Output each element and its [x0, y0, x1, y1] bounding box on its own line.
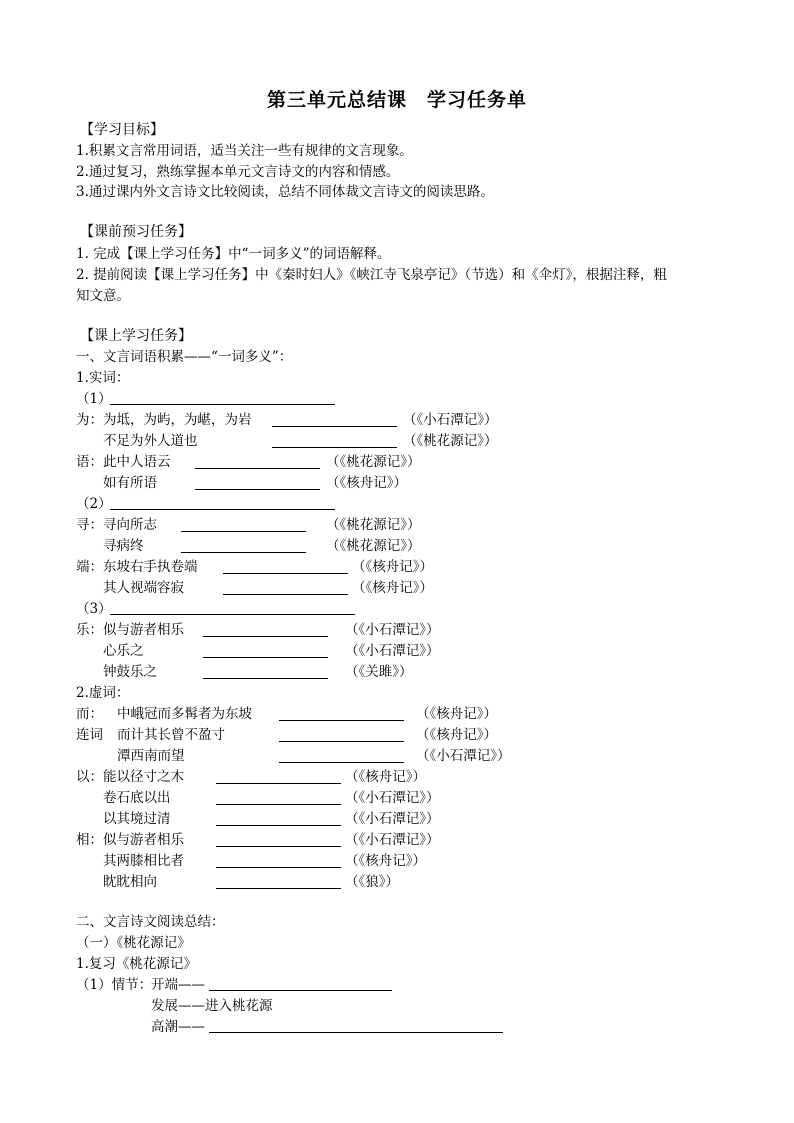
er-example-1: 中峨冠而多髯者为东坡	[117, 706, 252, 722]
xiang-example-2: 其两膝相比者	[103, 853, 184, 869]
inclass-heading: 【课上学习任务】	[80, 328, 192, 344]
xuci-heading: 2.虚词：	[76, 685, 130, 701]
xiang-source-2: （《核舟记》）	[345, 853, 426, 869]
yu-source-2: （《核舟记》）	[326, 475, 407, 491]
duan-blank-1[interactable]	[223, 573, 348, 574]
shici-heading: 1.实词：	[76, 370, 130, 386]
yu-blank-1[interactable]	[195, 468, 320, 469]
wei-example-1: 为坻，为屿，为嵁，为岩	[103, 412, 252, 428]
page-title: 第三单元总结课 学习任务单	[266, 89, 527, 111]
er-example-2: 而计其长曾不盈寸	[117, 727, 225, 743]
preview-item-2-cont: 知文意。	[76, 288, 130, 304]
yi-blank-1[interactable]	[216, 783, 341, 784]
xun-source-1: （《桃花源记》）	[326, 517, 421, 533]
xiang-source-3: （《狼》）	[345, 874, 399, 890]
le-blank-1[interactable]	[203, 636, 328, 637]
wei-source-1: （《小石潭记》）	[403, 412, 498, 428]
yi-label: 以：	[76, 769, 103, 785]
yi-source-3: （《小石潭记》）	[345, 811, 440, 827]
xiang-label: 相：	[76, 832, 103, 848]
group-1-blank[interactable]	[110, 404, 335, 405]
xun-example-2: 寻病终	[103, 538, 144, 554]
er-blank-3[interactable]	[279, 762, 404, 763]
er-label: 而：	[76, 706, 103, 722]
yu-example-1: 此中人语云	[103, 454, 171, 470]
objective-item-2: 2.通过复习，熟练掌握本单元文言诗文的内容和情感。	[76, 164, 400, 180]
xun-example-1: 寻向所志	[103, 517, 157, 533]
gaochao-blank[interactable]	[209, 1032, 503, 1033]
yi-example-2: 卷石底以出	[103, 790, 171, 806]
yu-source-1: （《桃花源记》）	[326, 454, 421, 470]
yi-source-1: （《核舟记》）	[345, 769, 426, 785]
duan-example-1: 东坡右手执卷端	[103, 559, 198, 575]
duan-example-2: 其人视端容寂	[103, 580, 184, 596]
wei-blank-2[interactable]	[272, 447, 397, 448]
objectives-heading: 【学习目标】	[80, 122, 164, 138]
le-blank-2[interactable]	[203, 657, 328, 658]
le-label: 乐：	[76, 622, 103, 638]
review-heading: 1.复习《桃花源记》	[76, 956, 197, 972]
xiang-blank-2[interactable]	[216, 867, 341, 868]
objective-item-1: 1.积累文言常用词语，适当关注一些有规律的文言现象。	[76, 143, 413, 159]
yi-blank-2[interactable]	[216, 804, 341, 805]
yu-example-2: 如有所语	[103, 475, 157, 491]
xun-label: 寻：	[76, 517, 103, 533]
le-blank-3[interactable]	[203, 678, 328, 679]
yu-blank-2[interactable]	[195, 489, 320, 490]
preview-heading: 【课前预习任务】	[80, 224, 192, 240]
preview-item-1: 1. 完成【课上学习任务】中“一词多义”的词语解释。	[76, 246, 391, 262]
duan-source-2: （《核舟记》）	[352, 580, 433, 596]
le-example-1: 似与游者相乐	[103, 622, 184, 638]
group-3-label: （3）	[76, 601, 112, 617]
le-source-2: （《小石潭记》）	[345, 643, 440, 659]
group-3-blank[interactable]	[110, 614, 355, 615]
yi-example-1: 能以径寸之木	[103, 769, 184, 785]
group-2-label: （2）	[76, 496, 112, 512]
le-source-3: （《关雎》）	[345, 664, 413, 680]
xiang-example-3: 眈眈相向	[103, 874, 157, 890]
kaiduan-blank[interactable]	[209, 990, 392, 991]
xun-source-2: （《桃花源记》）	[326, 538, 421, 554]
er-source-3: （《小石潭记》）	[416, 748, 511, 764]
part1-heading: 一、文言词语积累——“一词多义”：	[76, 349, 293, 365]
sub1-heading: （一）《桃花源记》	[76, 935, 191, 951]
duan-label: 端：	[76, 559, 103, 575]
part2-heading: 二、文言诗文阅读总结：	[76, 914, 225, 930]
le-example-3: 钟鼓乐之	[103, 664, 157, 680]
er-conjunction-label: 连词	[76, 727, 103, 743]
duan-source-1: （《核舟记》）	[352, 559, 433, 575]
xiang-source-1: （《小石潭记》）	[345, 832, 440, 848]
er-blank-2[interactable]	[279, 741, 404, 742]
yu-label: 语：	[76, 454, 103, 470]
group-2-blank[interactable]	[110, 509, 335, 510]
xiang-example-1: 似与游者相乐	[103, 832, 184, 848]
wei-label: 为：	[76, 412, 103, 428]
yi-blank-3[interactable]	[216, 825, 341, 826]
er-source-2: （《核舟记》）	[416, 727, 497, 743]
wei-source-2: （《桃花源记》）	[403, 433, 498, 449]
preview-item-2: 2. 提前阅读【课上学习任务】中《秦时妇人》《峡江寺飞泉亭记》（节选）和《伞灯》，根据注释，粗	[76, 267, 667, 283]
xiang-blank-1[interactable]	[216, 846, 341, 847]
wei-blank-1[interactable]	[272, 426, 397, 427]
er-example-3: 潭西南而望	[117, 748, 185, 764]
plot-fazhan: 发展——进入桃花源	[151, 998, 273, 1014]
duan-blank-2[interactable]	[223, 594, 348, 595]
yi-example-3: 以其境过清	[103, 811, 171, 827]
er-source-1: （《核舟记》）	[416, 706, 497, 722]
plot-label: （1）情节：	[76, 977, 153, 993]
wei-example-2: 不足为外人道也	[103, 433, 198, 449]
plot-gaochao: 高潮——	[151, 1019, 205, 1035]
er-blank-1[interactable]	[279, 720, 404, 721]
xiang-blank-3[interactable]	[216, 888, 341, 889]
le-source-1: （《小石潭记》）	[345, 622, 440, 638]
group-1-label: （1）	[76, 391, 112, 407]
le-example-2: 心乐之	[103, 643, 144, 659]
objective-item-3: 3.通过课内外文言诗文比较阅读，总结不同体裁文言诗文的阅读思路。	[76, 184, 494, 200]
xun-blank-2[interactable]	[181, 552, 306, 553]
yi-source-2: （《小石潭记》）	[345, 790, 440, 806]
xun-blank-1[interactable]	[181, 531, 306, 532]
plot-kaiduan: 开端——	[151, 977, 205, 993]
